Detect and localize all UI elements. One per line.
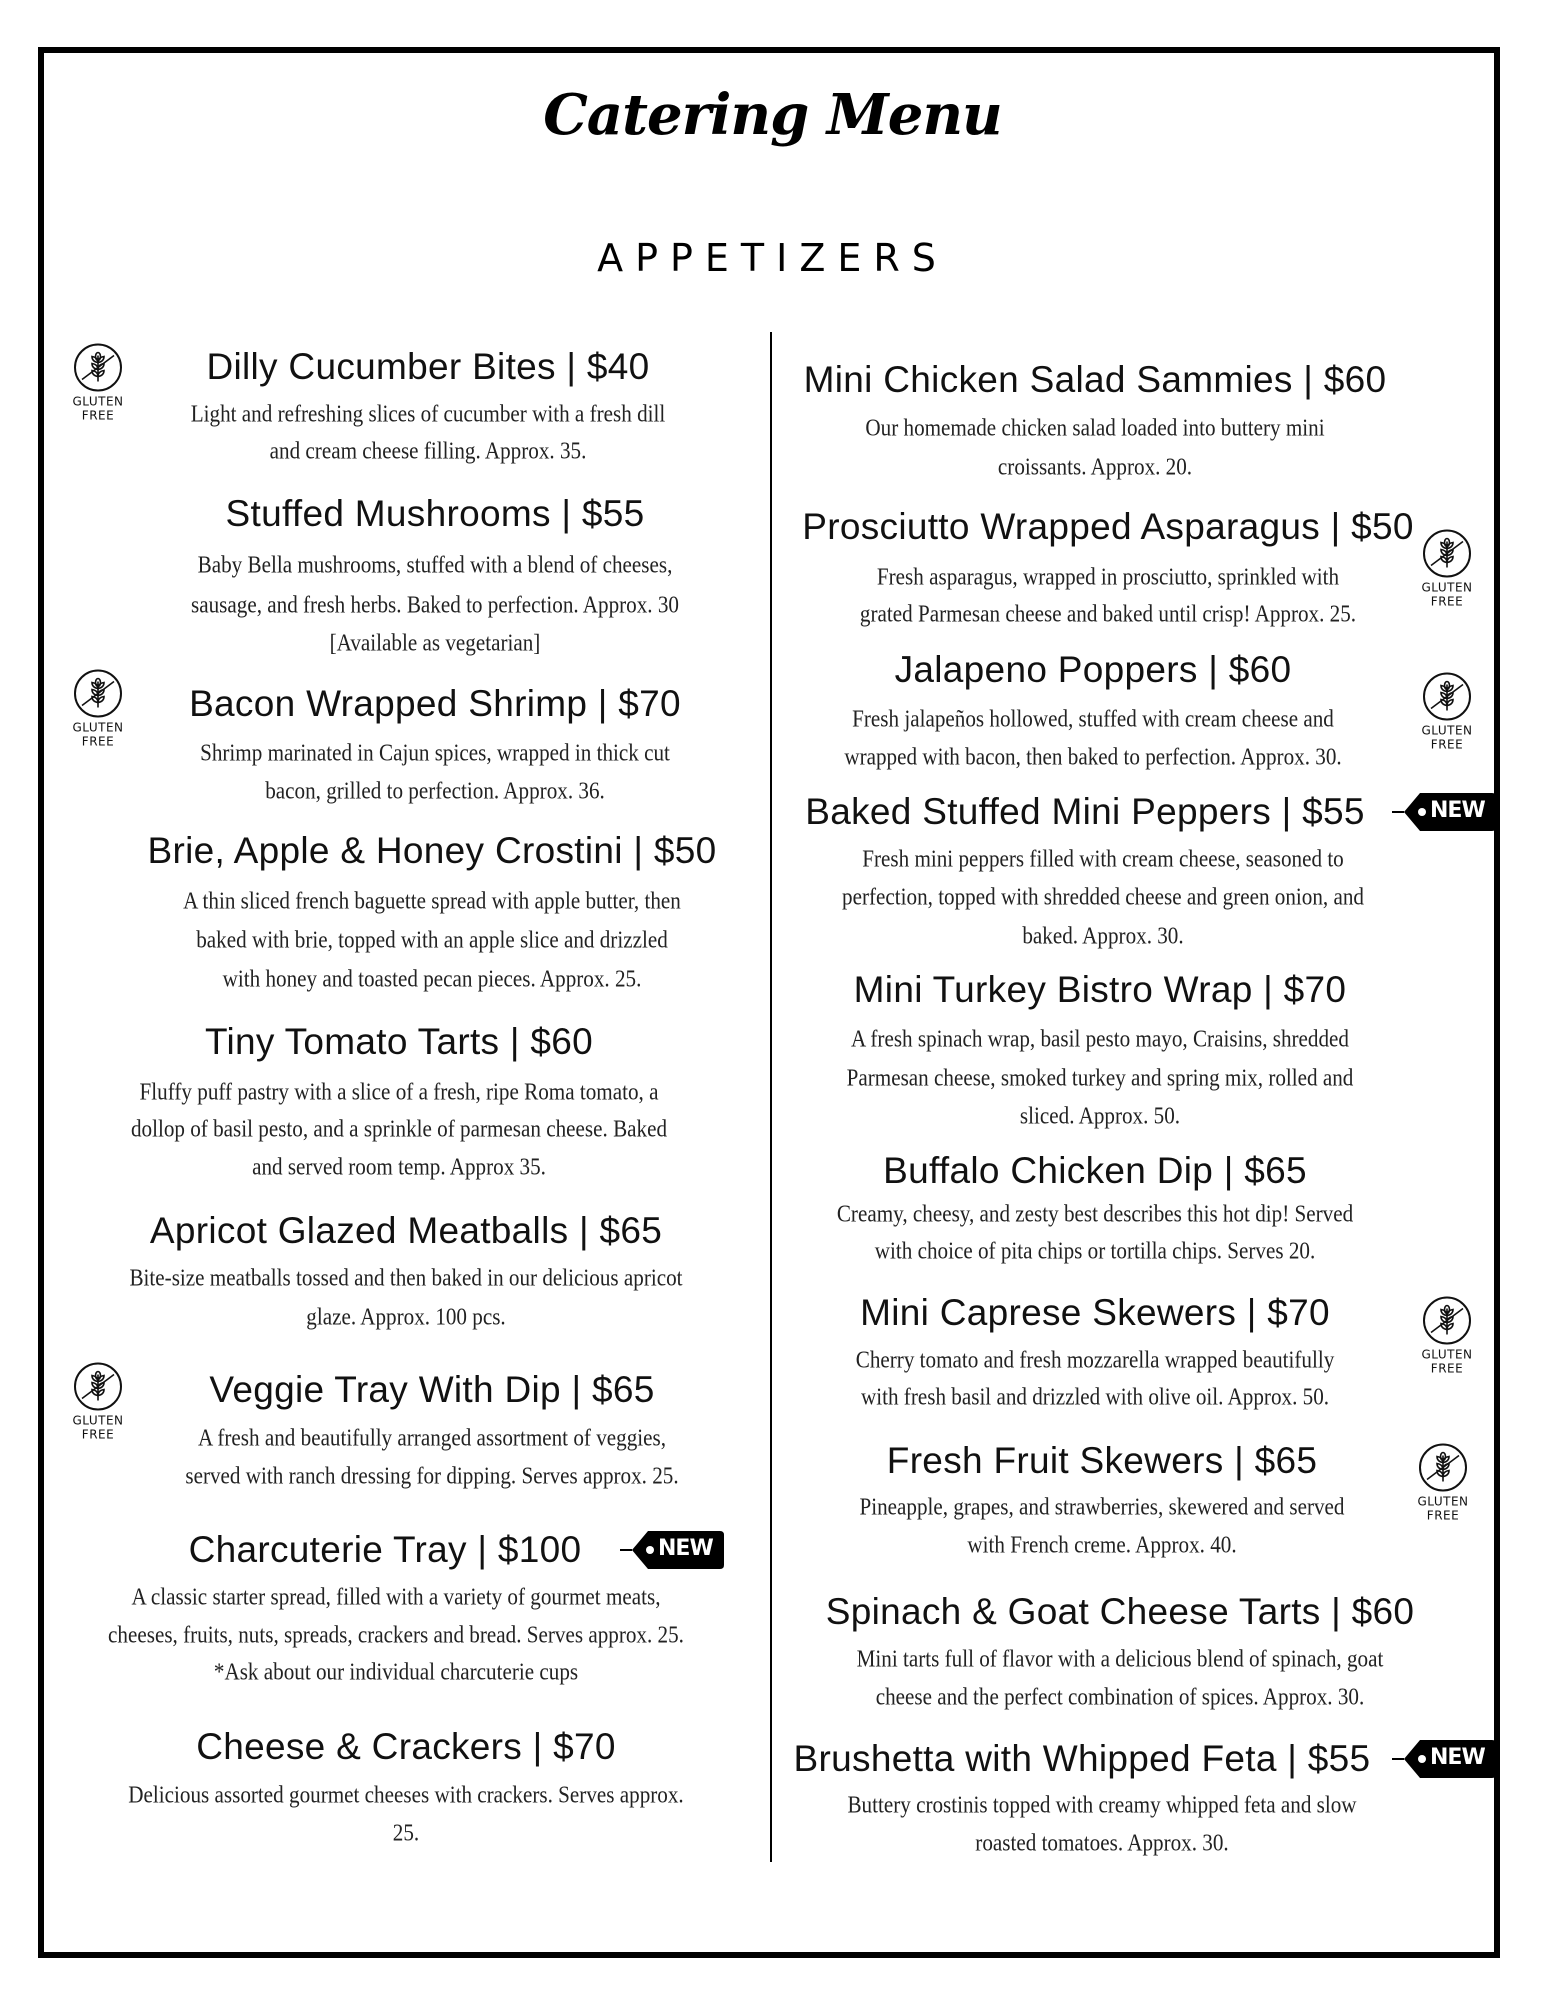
menu-item-description: sliced. Approx. 50. xyxy=(1019,1103,1181,1130)
free-label: FREE xyxy=(81,408,115,423)
menu-item-title: Apricot Glazed Meatballs | $65 xyxy=(149,1210,663,1251)
menu-item-title: Buffalo Chicken Dip | $65 xyxy=(883,1150,1307,1191)
menu-title: Catering Menu xyxy=(543,82,1002,148)
wheat-icon xyxy=(1419,1444,1467,1492)
menu-item-description: Delicious assorted gourmet cheeses with crackers. Serves approx. xyxy=(128,1782,684,1809)
gluten-free-label xyxy=(1417,581,1477,609)
menu-item-description: Cherry tomato and fresh mozzarella wrapped beautifully xyxy=(855,1347,1335,1374)
new-label: NEW xyxy=(658,1536,713,1561)
new-tag-badge xyxy=(1392,1737,1496,1781)
menu-item-title: Brie, Apple & Honey Crostini | $50 xyxy=(147,830,717,871)
menu-item-title: Stuffed Mushrooms | $55 xyxy=(225,493,645,534)
menu-item-description: with honey and toasted pecan pieces. Approx. 25. xyxy=(222,966,642,993)
menu-item-title: Baked Stuffed Mini Peppers | $55 xyxy=(805,791,1365,832)
free-label: FREE xyxy=(1430,594,1464,609)
menu-item-description: cheeses, fruits, nuts, spreads, crackers and bread. Serves approx. 25. xyxy=(108,1622,684,1649)
gluten-free-badge xyxy=(68,1363,128,1442)
gluten-free-label xyxy=(1417,724,1477,752)
gluten-label: GLUTEN xyxy=(1417,1494,1469,1509)
menu-item-description: sausage, and fresh herbs. Baked to perfection. Approx. 30 xyxy=(191,592,679,619)
gluten-label: GLUTEN xyxy=(72,394,124,409)
free-label: FREE xyxy=(1430,737,1464,752)
menu-item-description: grated Parmesan cheese and baked until crisp! Approx. 25. xyxy=(859,601,1357,628)
menu-item-description: Baby Bella mushrooms, stuffed with a blend of cheeses, xyxy=(197,552,673,579)
menu-item-title: Dilly Cucumber Bites | $40 xyxy=(206,346,650,387)
free-label: FREE xyxy=(1426,1508,1460,1523)
gluten-free-label xyxy=(68,395,128,423)
menu-item-title: Veggie Tray With Dip | $65 xyxy=(209,1369,655,1410)
menu-item-description: A thin sliced french baguette spread with apple butter, then xyxy=(183,888,681,915)
menu-item-description: Creamy, cheesy, and zesty best describes this hot dip! Served xyxy=(836,1201,1354,1228)
menu-item-description: dollop of basil pesto, and a sprinkle of parmesan cheese. Baked xyxy=(130,1116,668,1143)
menu-item-description: with choice of pita chips or tortilla chips. Serves 20. xyxy=(874,1238,1316,1265)
menu-item-description: Bite-size meatballs tossed and then baked in our delicious apricot xyxy=(129,1265,683,1292)
menu-item-description: roasted tomatoes. Approx. 30. xyxy=(975,1830,1229,1857)
new-tag-badge xyxy=(620,1528,724,1572)
gluten-free-badge xyxy=(1417,673,1477,752)
wheat-icon xyxy=(74,670,122,718)
gluten-free-label xyxy=(1417,1348,1477,1376)
wheat-icon xyxy=(74,1363,122,1411)
menu-item-title: Mini Caprese Skewers | $70 xyxy=(860,1292,1330,1333)
gluten-label: GLUTEN xyxy=(1421,1347,1473,1362)
menu-item-title: Charcuterie Tray | $100 xyxy=(188,1529,582,1570)
menu-item-description: Mini tarts full of flavor with a delicious blend of spinach, goat xyxy=(856,1646,1384,1673)
new-tag-badge xyxy=(1392,790,1496,834)
gluten-free-label xyxy=(68,721,128,749)
menu-item-description: with fresh basil and drizzled with olive oil. Approx. 50. xyxy=(860,1384,1330,1411)
menu-item-description: Parmesan cheese, smoked turkey and spring mix, rolled and xyxy=(846,1065,1354,1092)
menu-item-description: A classic starter spread, filled with a variety of gourmet meats, xyxy=(131,1584,661,1611)
gluten-free-label xyxy=(68,1414,128,1442)
menu-item-description: *Ask about our individual charcuterie cups xyxy=(213,1659,579,1686)
gluten-label: GLUTEN xyxy=(1421,723,1473,738)
menu-item-description: Fresh asparagus, wrapped in prosciutto, sprinkled with xyxy=(876,564,1340,591)
menu-item-description: Shrimp marinated in Cajun spices, wrapped in thick cut xyxy=(200,740,670,767)
gluten-free-badge xyxy=(68,670,128,749)
wheat-icon xyxy=(1423,530,1471,578)
menu-item-description: Fresh mini peppers filled with cream cheese, seasoned to xyxy=(862,846,1344,873)
menu-item-description: glaze. Approx. 100 pcs. xyxy=(306,1304,506,1331)
menu-item-description: Buttery crostinis topped with creamy whipped feta and slow xyxy=(847,1792,1357,1819)
gluten-free-badge xyxy=(1413,1444,1473,1523)
menu-item-description: bacon, grilled to perfection. Approx. 36. xyxy=(265,778,605,805)
wheat-icon xyxy=(1423,673,1471,721)
menu-item-title: Prosciutto Wrapped Asparagus | $50 xyxy=(802,506,1414,547)
menu-item-description: and served room temp. Approx 35. xyxy=(252,1154,546,1181)
menu-item-description: A fresh and beautifully arranged assortment of veggies, xyxy=(197,1425,667,1452)
gluten-free-badge xyxy=(1417,1297,1477,1376)
menu-item-description: 25. xyxy=(392,1820,420,1847)
gluten-label: GLUTEN xyxy=(72,720,124,735)
wheat-icon xyxy=(1423,1297,1471,1345)
gluten-label: GLUTEN xyxy=(72,1413,124,1428)
menu-item-description: Our homemade chicken salad loaded into buttery mini xyxy=(865,415,1325,442)
wheat-icon xyxy=(74,344,122,392)
menu-item-description: with French creme. Approx. 40. xyxy=(967,1532,1237,1559)
menu-item-description: [Available as vegetarian] xyxy=(329,630,541,657)
menu-item-description: baked. Approx. 30. xyxy=(1022,923,1184,950)
menu-item-title: Spinach & Goat Cheese Tarts | $60 xyxy=(825,1591,1415,1632)
menu-item-title: Brushetta with Whipped Feta | $55 xyxy=(793,1738,1371,1779)
free-label: FREE xyxy=(81,734,115,749)
gluten-free-badge xyxy=(68,344,128,423)
menu-item-title: Cheese & Crackers | $70 xyxy=(196,1726,616,1767)
menu-item-title: Tiny Tomato Tarts | $60 xyxy=(204,1021,594,1062)
free-label: FREE xyxy=(81,1427,115,1442)
menu-item-title: Fresh Fruit Skewers | $65 xyxy=(886,1440,1318,1481)
gluten-free-badge xyxy=(1417,530,1477,609)
free-label: FREE xyxy=(1430,1361,1464,1376)
menu-item-description: served with ranch dressing for dipping. Serves approx. 25. xyxy=(185,1463,679,1490)
menu-item-description: Pineapple, grapes, and strawberries, skewered and served xyxy=(859,1494,1345,1521)
section-heading: APPETIZERS xyxy=(597,236,948,280)
menu-item-description: and cream cheese filling. Approx. 35. xyxy=(269,438,587,465)
menu-item-description: baked with brie, topped with an apple slice and drizzled xyxy=(196,927,668,954)
menu-item-description: Light and refreshing slices of cucumber with a fresh dill xyxy=(190,401,666,428)
new-label: NEW xyxy=(1430,1745,1485,1770)
menu-item-title: Bacon Wrapped Shrimp | $70 xyxy=(189,683,681,724)
menu-item-description: Fluffy puff pastry with a slice of a fresh, ripe Roma tomato, a xyxy=(139,1079,659,1106)
menu-item-description: cheese and the perfect combination of spices. Approx. 30. xyxy=(875,1684,1365,1711)
menu-item-title: Mini Chicken Salad Sammies | $60 xyxy=(803,359,1387,400)
new-label: NEW xyxy=(1430,798,1485,823)
menu-item-description: perfection, topped with shredded cheese and green onion, and xyxy=(842,884,1364,911)
menu-item-title: Jalapeno Poppers | $60 xyxy=(894,649,1292,690)
column-divider xyxy=(770,332,772,1862)
gluten-free-label xyxy=(1413,1495,1473,1523)
menu-item-description: Fresh jalapeños hollowed, stuffed with cream cheese and xyxy=(852,706,1334,733)
gluten-label: GLUTEN xyxy=(1421,580,1473,595)
menu-item-description: wrapped with bacon, then baked to perfection. Approx. 30. xyxy=(844,744,1342,771)
menu-item-description: A fresh spinach wrap, basil pesto mayo, Craisins, shredded xyxy=(851,1026,1349,1053)
menu-item-description: croissants. Approx. 20. xyxy=(997,454,1193,481)
menu-item-title: Mini Turkey Bistro Wrap | $70 xyxy=(853,969,1347,1010)
